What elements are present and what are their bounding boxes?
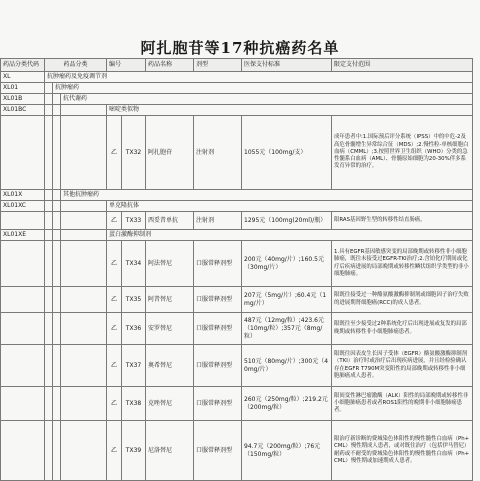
drug-number: TX37 bbox=[122, 345, 146, 387]
category-name: 抗肿瘤药 bbox=[53, 83, 473, 94]
drug-form: 注射剂 bbox=[194, 116, 242, 190]
header-category: 药品分类 bbox=[45, 59, 107, 72]
drug-row bbox=[1, 212, 473, 230]
drug-row bbox=[1, 241, 473, 287]
category-code: XL01XC bbox=[1, 201, 45, 212]
drug-scope: 限既往因表皮生长因子受体（EGFR）酪氨酸激酶抑制剂（TKI）治疗时或治疗后出现疾病进展，并且经检验确认存在EGFR T790M突变阳性的局部晚期或转移性非小细胞肺癌成人患者。 bbox=[332, 345, 473, 387]
header-price: 医保支付标准 bbox=[242, 59, 332, 72]
drug-name: 阿法替尼 bbox=[146, 241, 194, 287]
drug-name: 阿扎胞苷 bbox=[146, 116, 194, 190]
header-code: 药品分类代码 bbox=[1, 59, 45, 72]
drug-scope: 限既往至少接受过2种系统化疗后出现进展或复发的局部晚期或转移性非小细胞肺癌患者。 bbox=[332, 313, 473, 345]
drug-name: 奥希替尼 bbox=[146, 345, 194, 387]
category-name: 其他抗肿瘤药 bbox=[61, 190, 473, 201]
drug-price: 510元（80mg/片）;300元（40mg/片） bbox=[242, 345, 332, 387]
page-title: 阿扎胞苷等17种抗癌药名单 bbox=[140, 39, 340, 57]
category-name: 蛋白激酶抑制剂 bbox=[107, 230, 473, 241]
category-row bbox=[1, 105, 473, 116]
drug-class: 乙 bbox=[107, 287, 122, 313]
category-name: 抗代谢药 bbox=[61, 94, 473, 105]
drug-row bbox=[1, 387, 473, 421]
drug-name: 阿昔替尼 bbox=[146, 287, 194, 313]
drug-price: 1295元（100mg(20ml)/瓶） bbox=[242, 212, 332, 230]
drug-scope: 限间变性淋巴瘤激酶（ALK）阳性的局部晚期或转移性非小细胞肺癌患者或者ROS1阳性的晚期非小细胞肺癌患者。 bbox=[332, 387, 473, 421]
table-header-row bbox=[1, 59, 473, 72]
drug-row bbox=[1, 313, 473, 345]
drug-row bbox=[1, 287, 473, 313]
drug-name: 西妥昔单抗 bbox=[146, 212, 194, 230]
drug-name: 安罗替尼 bbox=[146, 313, 194, 345]
drug-row bbox=[1, 421, 473, 481]
drug-price: 94.7元（200mg/粒）;76元（150mg/粒） bbox=[242, 421, 332, 481]
drug-price: 1055元（100mg/支） bbox=[242, 116, 332, 190]
drug-class: 乙 bbox=[107, 241, 122, 287]
drug-row bbox=[1, 345, 473, 387]
drug-number: TX36 bbox=[122, 313, 146, 345]
drug-class: 乙 bbox=[107, 212, 122, 230]
drug-form: 注射剂 bbox=[194, 212, 242, 230]
drug-form: 口服常释剂型 bbox=[194, 287, 242, 313]
category-code: XL01BC bbox=[1, 105, 45, 116]
drug-name: 克唑替尼 bbox=[146, 387, 194, 421]
drug-form: 口服常释剂型 bbox=[194, 421, 242, 481]
category-code: XL01 bbox=[1, 83, 45, 94]
drug-number: TX39 bbox=[122, 421, 146, 481]
drug-class: 乙 bbox=[107, 421, 122, 481]
drug-price: 487元（12mg/粒）;423.6元（10mg/粒）;357元（8mg/粒） bbox=[242, 313, 332, 345]
drug-price: 200元（40mg/片）;160.5元（30mg/片） bbox=[242, 241, 332, 287]
drug-scope: 限既往接受过一种酪氨酸激酶抑制剂或细胞因子治疗失败的进展期肾细胞癌(RCC)的成人患者。 bbox=[332, 287, 473, 313]
drug-price: 207元（5mg/片）;60.4元（1mg/片） bbox=[242, 287, 332, 313]
drug-form: 口服常释剂型 bbox=[194, 387, 242, 421]
drug-scope: 成年患者中:1.国际预后评分系统（IPSS）中的中危-2及高危骨髓增生异常综合征（MDS）;2.慢性粒-单核细胞白血病（CMML）;3.按照世界卫生组织（WHO）分类的急性髓系白血病（AML）、骨髓原始细胞为20-30%伴多系发育异常的治疗。 bbox=[332, 116, 473, 190]
drug-scope: 1.具有EGFR基因敏感突变的局部晚期或转移性非小细胞肺癌，既往未接受过EGFR-TKI治疗;2.含铂化疗期间或化疗后疾病进展的局部晚期或转移性鳞状组织学类型的非小细胞肺癌。 bbox=[332, 241, 473, 287]
drug-name: 尼洛替尼 bbox=[146, 421, 194, 481]
category-row bbox=[1, 83, 473, 94]
drug-number: TX38 bbox=[122, 387, 146, 421]
drug-class: 乙 bbox=[107, 387, 122, 421]
category-name: 嘧啶类似物 bbox=[107, 105, 473, 116]
drug-list-table bbox=[0, 58, 473, 481]
drug-class: 乙 bbox=[107, 116, 122, 190]
header-number: 编号 bbox=[107, 59, 146, 72]
category-name: 抗肿瘤药及免疫调节剂 bbox=[45, 72, 473, 83]
drug-class: 乙 bbox=[107, 345, 122, 387]
drug-scope: 限治疗新诊断的费城染色体阳性的慢性髓性白血病（Ph+ CML）慢性期成人患者，或对既往治疗（包括伊马替尼）耐药或不耐受的费城染色体阳性的慢性髓性白血病（Ph+ CML）慢性期或加速期成人患者。 bbox=[332, 421, 473, 481]
header-scope: 限定支付范围 bbox=[332, 59, 473, 72]
drug-number: TX34 bbox=[122, 241, 146, 287]
drug-price: 260元（250mg/粒）;219.2元（200mg/粒） bbox=[242, 387, 332, 421]
drug-number: TX32 bbox=[122, 116, 146, 190]
drug-form: 口服常释剂型 bbox=[194, 241, 242, 287]
category-code: XL bbox=[1, 72, 45, 83]
drug-form: 口服常释剂型 bbox=[194, 313, 242, 345]
category-row bbox=[1, 94, 473, 105]
header-drug-name: 药品名称 bbox=[146, 59, 194, 72]
drug-scope: 限RAS基因野生型的转移性结直肠癌。 bbox=[332, 212, 473, 230]
category-name: 单克隆抗体 bbox=[107, 201, 473, 212]
category-row bbox=[1, 230, 473, 241]
category-row bbox=[1, 72, 473, 83]
drug-row bbox=[1, 116, 473, 190]
header-form: 剂型 bbox=[194, 59, 242, 72]
drug-number: TX33 bbox=[122, 212, 146, 230]
drug-number: TX35 bbox=[122, 287, 146, 313]
drug-form: 口服常释剂型 bbox=[194, 345, 242, 387]
category-row bbox=[1, 190, 473, 201]
drug-class: 乙 bbox=[107, 313, 122, 345]
category-code: XL01XE bbox=[1, 230, 45, 241]
category-code: XL01B bbox=[1, 94, 45, 105]
category-row bbox=[1, 201, 473, 212]
category-code: XL01X bbox=[1, 190, 45, 201]
